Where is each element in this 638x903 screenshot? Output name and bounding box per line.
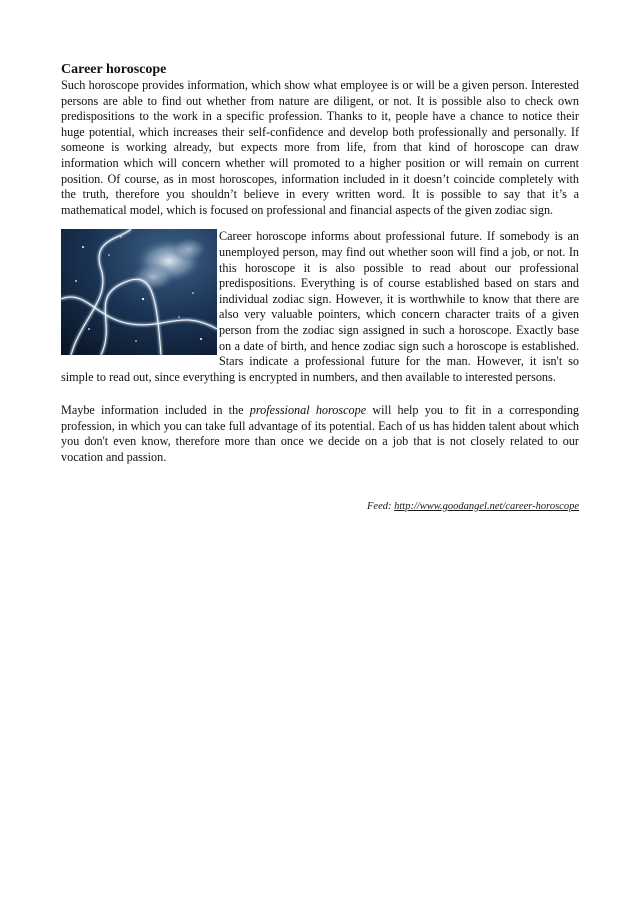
document-title: Career horoscope [61,62,167,77]
intro-paragraph: Such horoscope provides information, which show what employee is or will be a given person. Interested persons are able to find out whether from nature are diligent, or not. It is possible also to check own predispositions to the work in a specific profession. Thanks to it, people have a chance to notice their huge potential, which increases their self-confidence and develop both professionally and personally. If someone is working already, but expects more from life, from that kind of horoscope can draw information which will concern whether will promoted to a higher position or will remain on current position. Of course, as in most horoscopes, information included in it doesn’t coincide completely with the truth, therefore you shouldn’t believe in every written word. It is possible to say that it’s a mathematical model, which is focused on professional and financial aspects of the given zodiac sign. [61,78,579,217]
conclusion-text-start: Maybe information included in the [61,403,250,418]
cosmic-image [61,229,217,355]
document-page [61,61,579,514]
conclusion-paragraph [61,403,579,465]
feed-link[interactable]: http://www.goodangel.net/career-horoscope [394,500,579,512]
feed-source [61,499,579,515]
professional-horoscope-link[interactable]: professional horoscope [249,403,367,418]
conclusion-text-end: will help you to fit in a corresponding profession, in which you can take full advantage of its potential. Each of us has hidden talent about which you don't even know, therefore more than once we decide on a job that is not closely related to our vocation and passion. [61,403,580,465]
feed-label: Feed: [367,500,395,512]
image-text-block [61,229,579,385]
career-paragraph: Career horoscope informs about professional future. If somebody is an unemployed person, may find out whether soon will find a job, or not. In this horoscope it is also possible to read about our professional predispositions. Everything is of course established based on stars and individual zodiac sign. However, it is worthwhile to know that there are also very valuable pointers, which concern character traits of a given person from the zodiac sign assigned in such a horoscope. Exactly base on a date of birth, and hence zodiac sign such a horoscope is established. Stars indicate a professional future for the man. However, it isn't so simple to read out, since everything is encrypted in numbers, and then available to interested persons. [61,229,579,384]
